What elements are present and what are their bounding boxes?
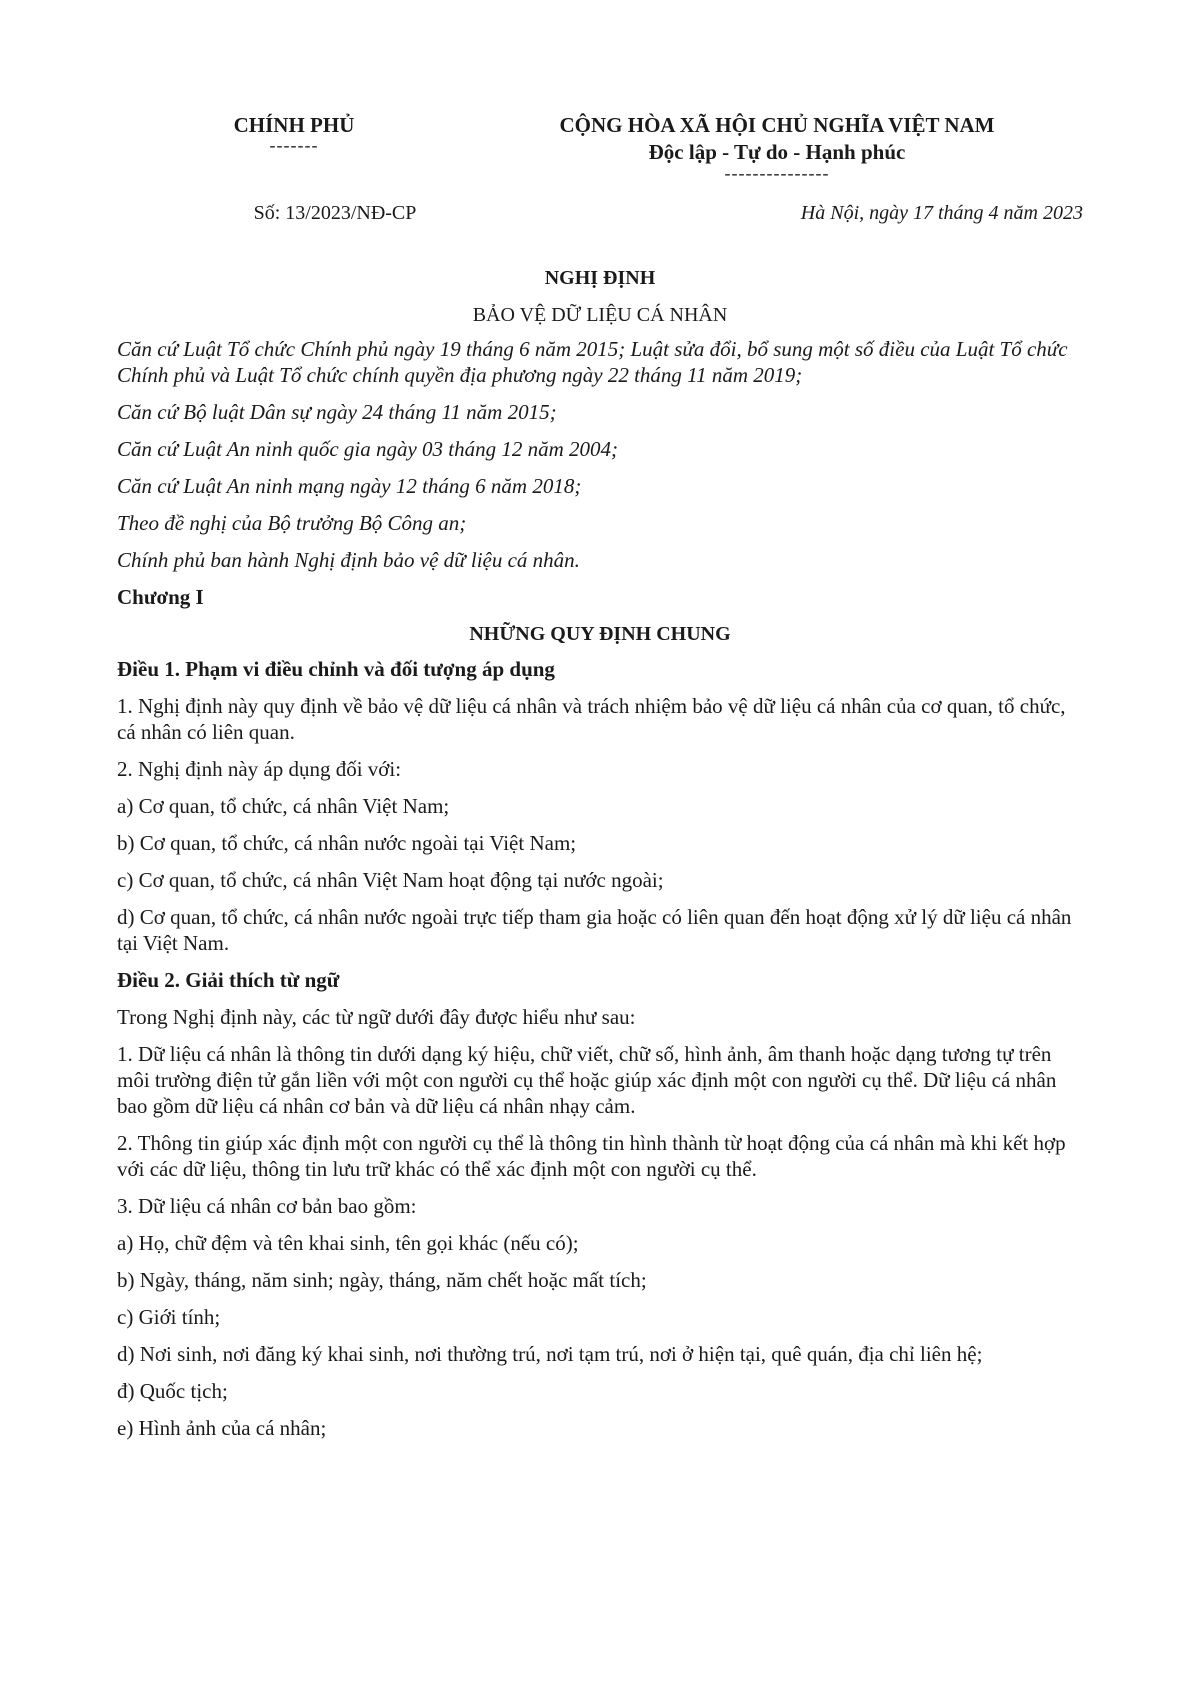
chapter-title: NHỮNG QUY ĐỊNH CHUNG bbox=[469, 623, 731, 645]
document-type: NGHỊ ĐỊNH bbox=[544, 267, 656, 289]
issuing-agency-block bbox=[199, 112, 389, 155]
preamble-item: Căn cứ Luật An ninh mạng ngày 12 tháng 6 năm 2018; bbox=[117, 474, 582, 498]
article-2-paragraph: b) Ngày, tháng, năm sinh; ngày, tháng, năm chết hoặc mất tích; bbox=[117, 1268, 647, 1292]
article-1-paragraph: d) Cơ quan, tổ chức, cá nhân nước ngoài trực tiếp tham gia hoặc có liên quan đến hoạt động xử lý dữ liệu cá nhân tại Việt Nam. bbox=[117, 905, 1072, 955]
national-motto: Độc lập - Tự do - Hạnh phúc bbox=[648, 140, 906, 164]
preamble bbox=[117, 336, 1083, 573]
article-1-paragraph: b) Cơ quan, tổ chức, cá nhân nước ngoài tại Việt Nam; bbox=[117, 831, 577, 855]
motto-divider: --------------- bbox=[724, 163, 830, 183]
preamble-item: Chính phủ ban hành Nghị định bảo vệ dữ liệu cá nhân. bbox=[117, 548, 580, 572]
place-and-date: Hà Nội, ngày 17 tháng 4 năm 2023 bbox=[800, 202, 1083, 224]
article-2-paragraph: c) Giới tính; bbox=[117, 1305, 221, 1329]
issuing-agency: CHÍNH PHỦ bbox=[233, 113, 355, 137]
article-1-heading: Điều 1. Phạm vi điều chỉnh và đối tượng áp dụng bbox=[117, 657, 555, 681]
article-2-paragraph: 1. Dữ liệu cá nhân là thông tin dưới dạng ký hiệu, chữ viết, chữ số, hình ảnh, âm thanh hoặc dạng tương tự trên môi trường điện tử gắn liền với một con người cụ thể hoặc giúp xác định một con người cụ thể. Dữ liệu cá nhân bao gồm dữ liệu cá nhân cơ bản và dữ liệu cá nhân nhạy cảm. bbox=[117, 1042, 1057, 1118]
preamble-item: Căn cứ Luật Tổ chức Chính phủ ngày 19 tháng 6 năm 2015; Luật sửa đổi, bổ sung một số điều của Luật Tổ chức Chính phủ và Luật Tổ chức chính quyền địa phương ngày 22 tháng 11 năm 2019; bbox=[117, 337, 1068, 387]
article-1-paragraph: 1. Nghị định này quy định về bảo vệ dữ liệu cá nhân và trách nhiệm bảo vệ dữ liệu cá nhân của cơ quan, tổ chức, cá nhân có liên quan. bbox=[117, 694, 1066, 744]
preamble-item: Căn cứ Luật An ninh quốc gia ngày 03 tháng 12 năm 2004; bbox=[117, 437, 619, 461]
chapter-label: Chương I bbox=[117, 585, 204, 609]
article-2-paragraph: Trong Nghị định này, các từ ngữ dưới đây được hiểu như sau: bbox=[117, 1005, 636, 1029]
article-2-paragraph: d) Nơi sinh, nơi đăng ký khai sinh, nơi thường trú, nơi tạm trú, nơi ở hiện tại, quê quán, địa chỉ liên hệ; bbox=[117, 1342, 983, 1366]
document-number: Số: 13/2023/NĐ-CP bbox=[253, 202, 417, 224]
article-2-heading: Điều 2. Giải thích từ ngữ bbox=[117, 968, 340, 992]
article-2-paragraph: e) Hình ảnh của cá nhân; bbox=[117, 1416, 327, 1440]
article-1-paragraph: 2. Nghị định này áp dụng đối với: bbox=[117, 757, 402, 781]
article-2-paragraph: a) Họ, chữ đệm và tên khai sinh, tên gọi khác (nếu có); bbox=[117, 1231, 579, 1255]
article-2-paragraph: đ) Quốc tịch; bbox=[117, 1379, 228, 1403]
country-name: CỘNG HÒA XÃ HỘI CHỦ NGHĨA VIỆT NAM bbox=[559, 113, 995, 137]
preamble-item: Theo đề nghị của Bộ trưởng Bộ Công an; bbox=[117, 511, 467, 535]
article-1-paragraph: a) Cơ quan, tổ chức, cá nhân Việt Nam; bbox=[117, 794, 450, 818]
article-1-paragraph: c) Cơ quan, tổ chức, cá nhân Việt Nam hoạt động tại nước ngoài; bbox=[117, 868, 664, 892]
article-2-paragraph: 2. Thông tin giúp xác định một con người cụ thể là thông tin hình thành từ hoạt động của cá nhân mà khi kết hợp với các dữ liệu, thông tin lưu trữ khác có thể xác định một con người cụ thể. bbox=[117, 1131, 1066, 1181]
article-2-paragraph: 3. Dữ liệu cá nhân cơ bản bao gồm: bbox=[117, 1194, 417, 1218]
national-header-block bbox=[492, 112, 1062, 183]
preamble-item: Căn cứ Bộ luật Dân sự ngày 24 tháng 11 năm 2015; bbox=[117, 400, 557, 424]
document-title: BẢO VỆ DỮ LIỆU CÁ NHÂN bbox=[472, 304, 728, 326]
agency-divider: ------- bbox=[269, 135, 319, 155]
document-body bbox=[117, 265, 1083, 1452]
